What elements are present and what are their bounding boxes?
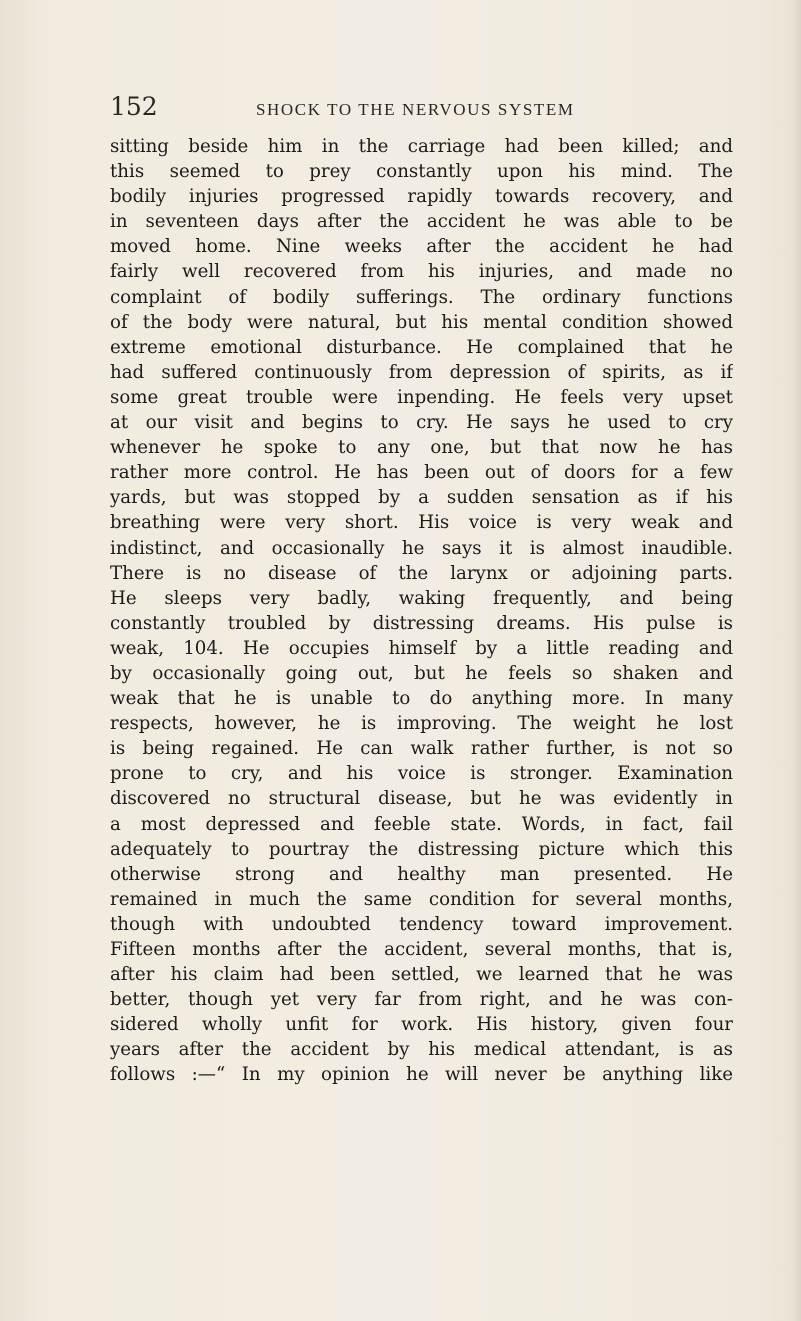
- text-line: weak that he is unable to do anything more. In many: [110, 688, 733, 710]
- text-line: constantly troubled by distressing dreams. His pulse is: [110, 612, 733, 634]
- body-text: [110, 134, 733, 1088]
- text-line: yards, but was stopped by a sudden sensation as if his: [110, 487, 733, 509]
- text-line: some great trouble were inpending. He feels very upset: [110, 386, 733, 408]
- running-head: [110, 92, 730, 126]
- text-line: after his claim had been settled, we learned that he was: [110, 964, 733, 986]
- text-line: Fifteen months after the accident, several months, that is,: [110, 939, 733, 960]
- text-line: years after the accident by his medical attendant, is as: [110, 1039, 733, 1061]
- text-line: extreme emotional disturbance. He complained that he: [110, 336, 733, 358]
- text-line: in seventeen days after the accident he was able to be: [110, 211, 733, 233]
- text-line: though with undoubted tendency toward improvement.: [110, 913, 733, 935]
- text-line: at our visit and begins to cry. He says he used to cry: [110, 412, 733, 434]
- text-line: had suffered continuously from depression of spirits, as if: [110, 361, 733, 383]
- text-line: follows :—“ In my opinion he will never be anything like: [110, 1064, 733, 1086]
- text-line: He sleeps very badly, waking frequently, and being: [110, 587, 733, 609]
- text-line: by occasionally going out, but he feels so shaken and: [110, 662, 733, 684]
- text-line: sidered wholly unfit for work. His history, given four: [110, 1014, 733, 1036]
- text-line: moved home. Nine weeks after the accident he had: [110, 236, 733, 258]
- text-line: rather more control. He has been out of doors for a few: [110, 462, 733, 484]
- text-line: sitting beside him in the carriage had been killed; and: [110, 136, 733, 157]
- text-line: respects, however, he is improving. The weight he lost: [110, 713, 733, 735]
- running-title: SHOCK TO THE NERVOUS SYSTEM: [256, 100, 575, 119]
- text-line: complaint of bodily sufferings. The ordinary functions: [110, 286, 733, 308]
- text-line: is being regained. He can walk rather further, is not so: [110, 738, 733, 760]
- text-line: a most depressed and feeble state. Words, in fact, fail: [110, 813, 733, 835]
- text-line: whenever he spoke to any one, but that now he has: [110, 437, 733, 459]
- page-number: 152: [110, 92, 158, 121]
- text-line: prone to cry, and his voice is stronger. Examination: [110, 763, 733, 785]
- text-line: better, though yet very far from right, and he was con-: [110, 989, 733, 1011]
- text-line: adequately to pourtray the distressing picture which this: [110, 838, 733, 860]
- text-line: discovered no structural disease, but he was evidently in: [110, 788, 733, 810]
- text-line: There is no disease of the larynx or adjoining parts.: [110, 562, 733, 584]
- text-line: breathing were very short. His voice is very weak and: [110, 512, 733, 534]
- text-line: weak, 104. He occupies himself by a little reading and: [110, 637, 733, 659]
- text-line: bodily injuries progressed rapidly towards recovery, and: [110, 186, 733, 208]
- page-edge-shadow: [791, 0, 801, 1321]
- text-line: fairly well recovered from his injuries, and made no: [110, 261, 733, 283]
- text-line: this seemed to prey constantly upon his mind. The: [110, 161, 733, 183]
- text-line: remained in much the same condition for several months,: [110, 888, 733, 910]
- text-line: otherwise strong and healthy man presented. He: [110, 863, 733, 885]
- text-line: indistinct, and occasionally he says it is almost inaudible.: [110, 537, 733, 559]
- text-line: of the body were natural, but his mental condition showed: [110, 311, 733, 333]
